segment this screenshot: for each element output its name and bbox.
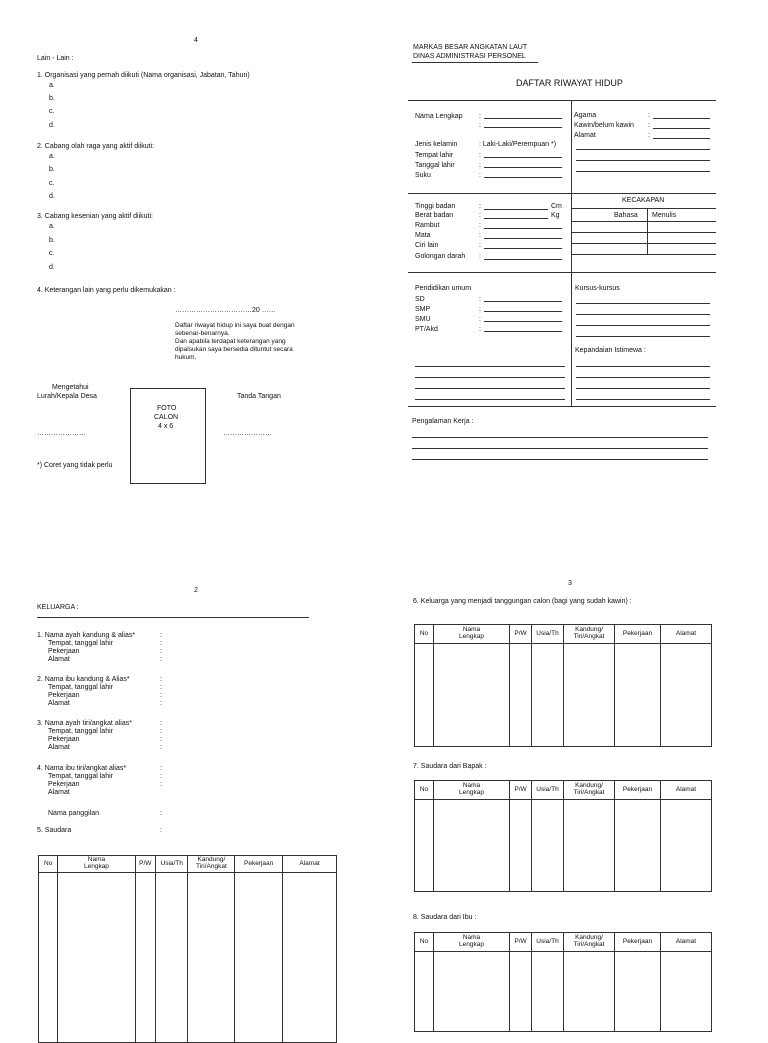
table-body-row [415, 952, 712, 1032]
alamat-label: Alamat [48, 700, 70, 707]
statement-line: Daftar riwayat hidup ini saya buat dengan [175, 322, 295, 329]
colon: : [648, 122, 650, 129]
kursus-label: Kursus-kursus [575, 285, 620, 292]
alamat-label: Alamat [48, 789, 70, 796]
signature-dots-right: ………………… [223, 430, 272, 437]
ttl-label: Tempat, tanggal lahir [48, 728, 113, 735]
row-divider [408, 193, 716, 194]
field-line [576, 314, 710, 315]
table-line [647, 208, 648, 254]
header-underline [412, 62, 538, 63]
colon: : [648, 132, 650, 139]
colon: : [160, 676, 162, 683]
photo-size: 4 x 6 [158, 423, 174, 430]
colon: : [160, 640, 162, 647]
pekerjaan-label: Pekerjaan [48, 648, 80, 655]
col-pw: P/W [510, 781, 532, 800]
col-nama-line2: Lengkap [459, 633, 484, 640]
org-name: MARKAS BESAR ANGKATAN LAUT [413, 44, 528, 51]
col-nama-line1: Nama [87, 856, 106, 864]
col-kandung-line1: Kandung/ [575, 934, 603, 942]
table-cell [661, 952, 712, 1032]
field-line [653, 118, 710, 119]
field-line [484, 209, 548, 210]
col-pw: P/W [510, 625, 532, 644]
field-line [484, 248, 562, 249]
field-line [484, 238, 562, 239]
field-line [576, 377, 710, 378]
field-line [415, 366, 565, 367]
colon: : [160, 827, 162, 834]
item-b: b. [49, 95, 55, 102]
colon: : [479, 212, 481, 219]
item-b: b. [49, 166, 55, 173]
colon: : [479, 253, 481, 260]
pt-label: PT/Akd [415, 326, 438, 333]
col-usia: Usia/Th [532, 933, 564, 952]
table-cell [615, 800, 661, 892]
colon: : [479, 203, 481, 210]
colon: : [160, 728, 162, 735]
alamat-label: Alamat [574, 132, 596, 139]
item-d: d. [49, 193, 55, 200]
nama-lengkap-label: Nama Lengkap [415, 113, 463, 120]
tanda-tangan-label: Tanda Tangan [237, 393, 281, 400]
column-divider [571, 100, 572, 406]
table-line [571, 232, 716, 233]
table-cell [283, 873, 337, 1043]
field-line [484, 177, 562, 178]
colon: : [479, 232, 481, 239]
pengalaman-label: Pengalaman Kerja : [412, 418, 474, 425]
col-nama-line1: Nama [462, 626, 481, 634]
table-cell [434, 800, 510, 892]
table-cell [510, 952, 532, 1032]
table-cell [434, 644, 510, 747]
colon: : [479, 122, 481, 129]
tempat-lahir-label: Tempat lahir [415, 152, 454, 159]
field-line [484, 321, 562, 322]
date-line: ……………………………20 …… [175, 307, 276, 314]
field-line [415, 377, 565, 378]
colon: : [479, 296, 481, 303]
colon: : [160, 736, 162, 743]
table-cell [615, 644, 661, 747]
col-nama-line1: Nama [462, 934, 481, 942]
table-line [571, 221, 716, 222]
col-no: No [415, 625, 434, 644]
table-cell [564, 952, 615, 1032]
sd-label: SD [415, 296, 425, 303]
colon: : [160, 773, 162, 780]
colon: : [479, 242, 481, 249]
page-number: 3 [568, 580, 572, 587]
colon: : [160, 781, 162, 788]
nama-panggilan-label: Nama panggilan [48, 810, 99, 817]
table-body-row [39, 873, 337, 1043]
colon: : [160, 632, 162, 639]
lurah-label: Lurah/Kepala Desa [37, 393, 97, 400]
table-body-row [415, 800, 712, 892]
unit-kg: Kg [551, 212, 560, 219]
table-cell [615, 952, 661, 1032]
colon: : [479, 162, 481, 169]
table-cell [564, 644, 615, 747]
photo-box [130, 388, 206, 484]
table-header-row [39, 856, 337, 873]
statement-line: sebenar-benarnya. [175, 330, 230, 337]
field-line [484, 311, 562, 312]
col-kandung-line2: Tiri/Angkat [573, 789, 605, 796]
table-cell [532, 644, 564, 747]
col-kandung-line1: Kandung/ [575, 626, 603, 634]
unit-cm: Cm [551, 203, 562, 210]
col-no: No [415, 781, 434, 800]
col-nama [434, 933, 510, 952]
question-organisasi: 1. Organisasi yang pernah diikuti (Nama organisasi, Jabatan, Tahun) [37, 72, 250, 79]
table-header-row [415, 781, 712, 800]
kecakapan-title: KECAKAPAN [622, 197, 665, 204]
item-a: a. [49, 82, 55, 89]
ayah-kandung-label: 1. Nama ayah kandung & alias* [37, 632, 136, 639]
field-line [484, 118, 562, 119]
table-cell [510, 800, 532, 892]
alamat-label: Alamat [48, 656, 70, 663]
keluarga-heading: KELUARGA : [37, 604, 79, 611]
col-kandung-line1: Kandung/ [575, 782, 603, 790]
colon: : [160, 744, 162, 751]
table-cell [155, 873, 188, 1043]
heading-underline [37, 617, 309, 618]
table-line [571, 208, 716, 209]
form-title: DAFTAR RIWAYAT HIDUP [516, 78, 623, 88]
table-header-row [415, 625, 712, 644]
smp-label: SMP [415, 306, 431, 313]
col-kandung-line2: Tiri/Angkat [573, 633, 605, 640]
page-number: 4 [194, 37, 198, 44]
table-cell [135, 873, 155, 1043]
saudara-bapak-table [414, 780, 712, 892]
colon: : [479, 152, 481, 159]
item-c: c. [49, 108, 55, 115]
col-no: No [415, 933, 434, 952]
colon: : [160, 648, 162, 655]
field-line [653, 128, 710, 129]
menulis-header: Menulis [652, 212, 677, 219]
col-pekerjaan: Pekerjaan [615, 933, 661, 952]
colon: : [648, 112, 650, 119]
item-c: c. [49, 250, 55, 257]
agama-label: Agama [574, 112, 597, 119]
col-pekerjaan: Pekerjaan [235, 856, 283, 873]
photo-label: FOTO [157, 405, 177, 412]
table-header-row [415, 933, 712, 952]
table-cell [188, 873, 235, 1043]
col-nama-line2: Lengkap [83, 863, 109, 870]
statement-line: hukum. [175, 354, 197, 361]
org-division: DINAS ADMINISTRASI PERSONEL [413, 53, 526, 60]
table-cell [434, 952, 510, 1032]
item-b: b. [49, 237, 55, 244]
col-nama [434, 781, 510, 800]
question-kesenian: 3. Cabang kesenian yang aktif diikuti: [37, 213, 153, 220]
field-line [576, 366, 710, 367]
col-kandung [564, 933, 615, 952]
colon: : [160, 810, 162, 817]
colon: : [479, 316, 481, 323]
col-nama [434, 625, 510, 644]
field-line [412, 448, 708, 449]
frame-top [408, 100, 716, 101]
alamat-label: Alamat [48, 744, 70, 751]
table-cell [532, 800, 564, 892]
col-alamat: Alamat [661, 781, 712, 800]
field-line [576, 171, 710, 172]
ttl-label: Tempat, tanggal lahir [48, 773, 113, 780]
table-cell [532, 952, 564, 1032]
col-usia: Usia/Th [532, 781, 564, 800]
question-olahraga: 2. Cabang olah raga yang aktif diikuti: [37, 143, 155, 150]
table-cell [661, 644, 712, 747]
col-pekerjaan: Pekerjaan [615, 781, 661, 800]
col-alamat: Alamat [283, 856, 337, 873]
colon: : [479, 222, 481, 229]
saudara-label: 5. Saudara [37, 827, 72, 834]
saudara-table [38, 855, 337, 1043]
golongan-label: Golongan darah [415, 253, 466, 260]
col-nama-line2: Lengkap [459, 941, 484, 948]
footnote: *) Coret yang tidak perlu [37, 462, 113, 469]
saudara-ibu-table [414, 932, 712, 1032]
colon: : [160, 692, 162, 699]
colon: : [479, 172, 481, 179]
field-line [484, 218, 548, 219]
field-line [484, 127, 562, 128]
table-cell [415, 952, 434, 1032]
colon: : [160, 720, 162, 727]
ttl-label: Tempat, tanggal lahir [48, 640, 113, 647]
col-pw: P/W [510, 933, 532, 952]
field-line [484, 301, 562, 302]
col-nama [58, 856, 135, 873]
field-line [484, 259, 562, 260]
table-cell [415, 800, 434, 892]
field-line [576, 149, 710, 150]
smu-label: SMU [415, 316, 431, 323]
tanggungan-table [414, 624, 712, 747]
statement-line: dipalsukan saya bersedia dituntut secara [175, 346, 293, 353]
field-line [415, 399, 565, 400]
colon: : [479, 306, 481, 313]
photo-label: CALON [154, 414, 179, 421]
table-line [571, 243, 716, 244]
col-nama-line1: Nama [462, 782, 481, 790]
colon: : [160, 700, 162, 707]
page-number: 2 [194, 587, 198, 594]
col-pekerjaan: Pekerjaan [615, 625, 661, 644]
col-kandung-line1: Kandung/ [197, 856, 226, 864]
item-c: c. [49, 180, 55, 187]
field-line [653, 138, 710, 139]
field-line [576, 388, 710, 389]
field-line [576, 303, 710, 304]
col-kandung [564, 781, 615, 800]
mata-label: Mata [415, 232, 431, 239]
pendidikan-label: Pendidikan umum [415, 285, 472, 292]
col-kandung [564, 625, 615, 644]
ibu-kandung-label: 2. Nama ibu kandung & Alias* [37, 676, 130, 683]
col-kandung [188, 856, 235, 873]
colon: : [160, 656, 162, 663]
col-alamat: Alamat [661, 625, 712, 644]
mengetahui-label: Mengetahui [52, 384, 89, 391]
jenis-kelamin-value: : Laki-Laki/Perempuan *) [479, 141, 557, 148]
statement-line: Dan apabila terdapat keterangan yang [175, 338, 286, 345]
field-line [576, 325, 710, 326]
table-cell [58, 873, 135, 1043]
section-lain-lain: Lain - Lain : [37, 55, 74, 62]
tanggungan-label: 6. Keluarga yang menjadi tanggungan calon (bagi yang sudah kawin) : [413, 598, 632, 605]
col-kandung-line2: Tiri/Angkat [195, 863, 227, 870]
colon: : [160, 765, 162, 772]
item-d: d. [49, 122, 55, 129]
colon: : [479, 326, 481, 333]
saudara-bapak-label: 7. Saudara dari Bapak : [413, 763, 487, 770]
field-line [412, 437, 708, 438]
berat-label: Berat badan [415, 212, 454, 219]
tanggal-lahir-label: Tanggal lahir [415, 162, 455, 169]
field-line [576, 160, 710, 161]
table-cell [415, 644, 434, 747]
ttl-label: Tempat, tanggal lahir [48, 684, 113, 691]
bahasa-header: Bahasa [614, 212, 638, 219]
col-alamat: Alamat [661, 933, 712, 952]
field-line [415, 388, 565, 389]
pekerjaan-label: Pekerjaan [48, 736, 80, 743]
table-cell [39, 873, 58, 1043]
table-cell [510, 644, 532, 747]
row-divider [408, 272, 716, 273]
row-divider [408, 406, 716, 407]
pekerjaan-label: Pekerjaan [48, 781, 80, 788]
field-line [576, 399, 710, 400]
suku-label: Suku [415, 172, 431, 179]
field-line [576, 336, 710, 337]
signature-dots-left: ………………… [37, 430, 86, 437]
kepandaian-label: Kepandaian Istimewa : [575, 347, 646, 354]
col-kandung-line2: Tiri/Angkat [573, 941, 605, 948]
colon: : [479, 113, 481, 120]
tinggi-label: Tinggi badan [415, 203, 456, 210]
ciri-label: Ciri lain [415, 242, 439, 249]
field-line [484, 157, 562, 158]
ayah-tiri-label: 3. Nama ayah tiri/angkat alias* [37, 720, 132, 727]
ibu-tiri-label: 4. Nama ibu tiri/angkat alias* [37, 765, 127, 772]
table-cell [235, 873, 283, 1043]
col-pw: P/W [135, 856, 155, 873]
table-body-row [415, 644, 712, 747]
field-line [412, 459, 708, 460]
pekerjaan-label: Pekerjaan [48, 692, 80, 699]
col-nama-line2: Lengkap [459, 789, 484, 796]
saudara-ibu-label: 8. Saudara dari Ibu : [413, 914, 477, 921]
field-line [484, 228, 562, 229]
table-line [571, 254, 716, 255]
field-line [484, 331, 562, 332]
col-usia: Usia/Th [532, 625, 564, 644]
kawin-label: Kawin/belum kawin [574, 122, 634, 129]
field-line [484, 167, 562, 168]
table-cell [564, 800, 615, 892]
col-usia: Usia/Th [155, 856, 188, 873]
question-keterangan: 4. Keterangan lain yang perlu dikemukakan : [37, 287, 176, 294]
jenis-kelamin-label: Jenis kelamin [415, 141, 458, 148]
colon: : [160, 684, 162, 691]
col-no: No [39, 856, 58, 873]
table-cell [661, 800, 712, 892]
item-a: a. [49, 153, 55, 160]
item-d: d. [49, 264, 55, 271]
rambut-label: Rambut [415, 222, 440, 229]
item-a: a. [49, 223, 55, 230]
